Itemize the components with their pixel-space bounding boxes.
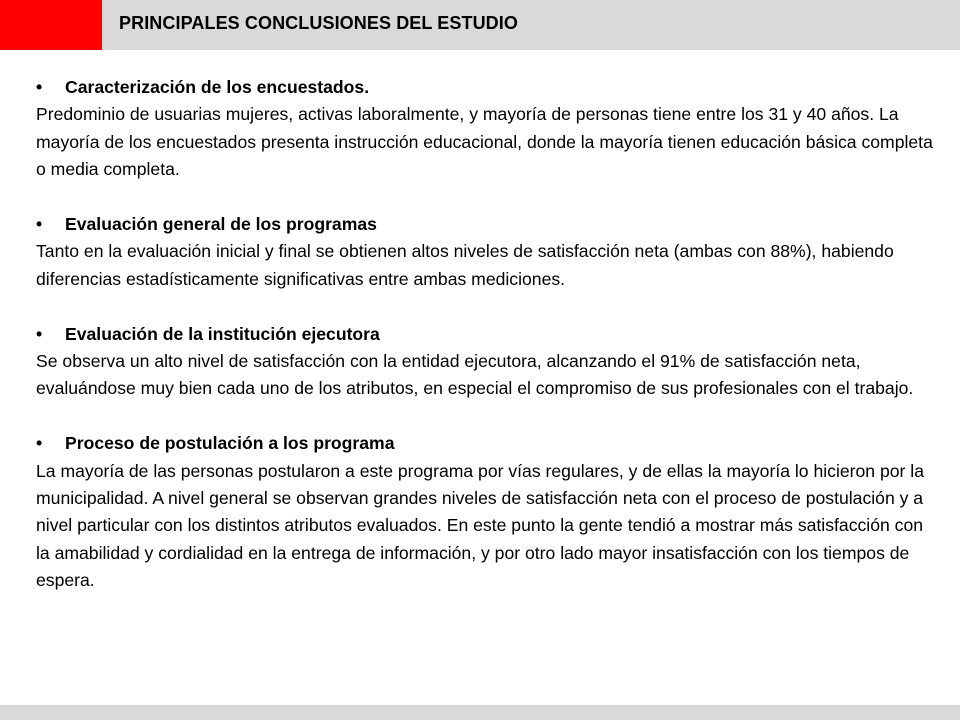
header-accent-block [0, 0, 102, 50]
section-institution-evaluation [36, 321, 936, 403]
section-heading [36, 430, 936, 457]
bullet-icon: • [36, 77, 43, 97]
section-heading-text: Caracterización de los encuestados. [65, 77, 370, 97]
section-characterization [36, 74, 936, 184]
section-body: La mayoría de las personas postularon a este programa por vías regulares, y de ellas la mayoría lo hicieron por la municipalidad. A nivel general se observan grandes niveles de satisfacción neta con el proceso de postulación y a nivel particular con los distintos atributos evaluados. En este punto la gente tendió a mostrar más satisfacción con la amabilidad y cordialidad en la entrega de información, y por otro lado mayor insatisfacción con los tiempos de espera. [36, 460, 924, 591]
section-general-evaluation [36, 211, 936, 293]
footer-band [0, 705, 960, 720]
section-body: Predominio de usuarias mujeres, activas laboralmente, y mayoría de personas tiene entre los 31 y 40 años. La mayoría de los encuestados presenta instrucción educacional, donde la mayoría tienen educación básica completa o media completa. [36, 104, 933, 180]
bullet-icon: • [36, 214, 43, 235]
section-heading [36, 211, 936, 238]
section-heading-text: Evaluación de la institución ejecutora [65, 323, 380, 344]
section-heading [36, 74, 936, 101]
section-heading [36, 321, 936, 348]
section-heading-text: Evaluación general de los programas [65, 214, 377, 235]
section-heading-text: Proceso de postulación a los programa [65, 433, 395, 454]
conclusions-list [36, 74, 936, 622]
bullet-icon: • [36, 433, 43, 454]
bullet-icon: • [36, 323, 43, 344]
section-body: Se observa un alto nivel de satisfacción con la entidad ejecutora, alcanzando el 91% de satisfacción neta, evaluándose muy bien cada uno de los atributos, en especial el compromiso de sus profesionales con el trabajo. [36, 351, 914, 399]
section-application-process [36, 430, 936, 594]
section-body: Tanto en la evaluación inicial y final se obtienen altos niveles de satisfacción neta (ambas con 88%), habiendo diferencias estadísticamente significativas entre ambas mediciones. [36, 241, 894, 289]
page-title: PRINCIPALES CONCLUSIONES DEL ESTUDIO [119, 13, 518, 33]
